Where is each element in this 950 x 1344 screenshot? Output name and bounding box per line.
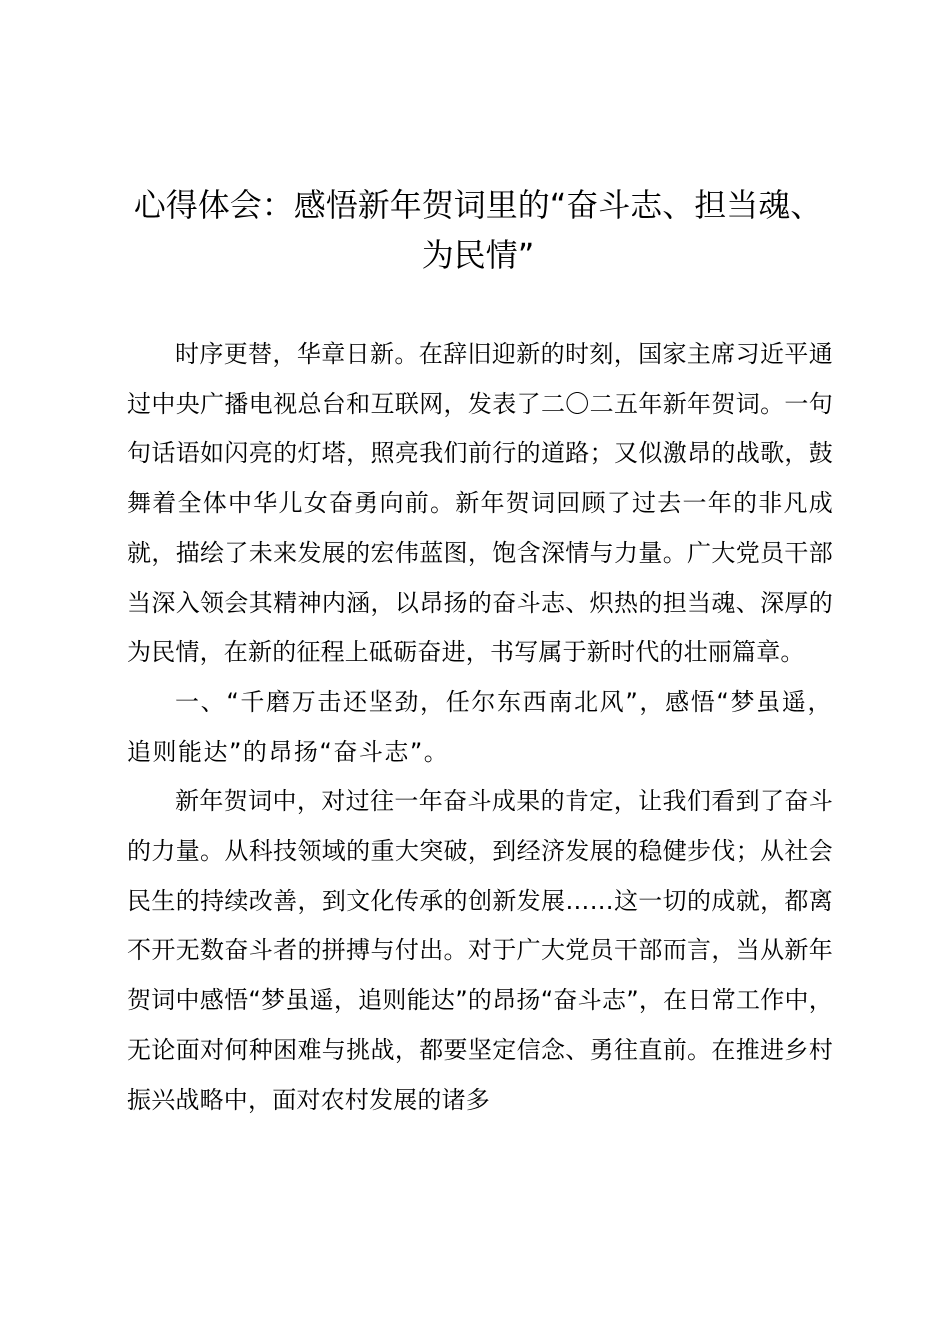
- paragraph-section-1: 新年贺词中，对过往一年奋斗成果的肯定，让我们看到了奋斗的力量。从科技领域的重大突破，到经济发展的稳健步伐；从社会民生的持续改善，到文化传承的创新发展……这一切的成就，都离不开无数奋斗者的拼搏与付出。对于广大党员干部而言，当从新年贺词中感悟“梦虽遥，追则能达”的昂扬“奋斗志”，在日常工作中，无论面对何种困难与挑战，都要坚定信念、勇往直前。在推进乡村振兴战略中，面对农村发展的诸多: [127, 787, 833, 1114]
- paragraph-intro: 时序更替，华章日新。在辞旧迎新的时刻，国家主席习近平通过中央广播电视总台和互联网，发表了二〇二五年新年贺词。一句句话语如闪亮的灯塔，照亮我们前行的道路；又似激昂的战歌，鼓舞着全体中华儿女奋勇向前。新年贺词回顾了过去一年的非凡成就，描绘了未来发展的宏伟蓝图，饱含深情与力量。广大党员干部当深入领会其精神内涵，以昂扬的奋斗志、炽热的担当魂、深厚的为民情，在新的征程上砥砺奋进，书写属于新时代的壮丽篇章。: [127, 340, 833, 667]
- section-heading-1: 一、“千磨万击还坚劲，任尔东西南北风”，感悟“梦虽遥，追则能达”的昂扬“奋斗志”。: [127, 687, 833, 766]
- document-title: 心得体会：感悟新年贺词里的“奋斗志、担当魂、为民情”: [133, 186, 823, 274]
- document-body: [127, 330, 833, 1125]
